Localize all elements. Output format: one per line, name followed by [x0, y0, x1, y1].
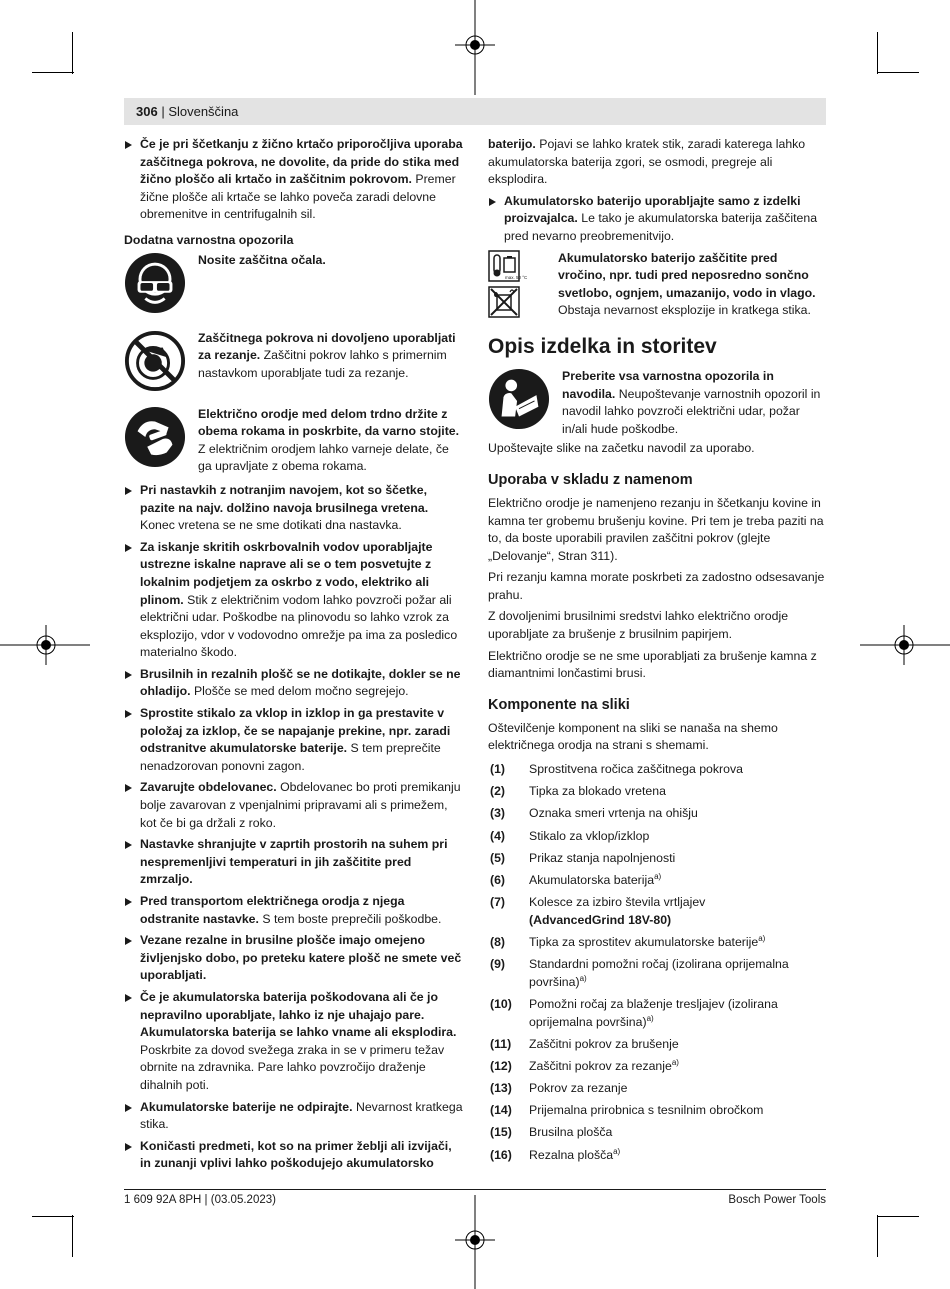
- list-item: Akumulatorske baterije ne odpirajte. Nevarnost kratkega stika.: [124, 1099, 464, 1134]
- read-instructions-row: [488, 368, 828, 438]
- registration-mark-left: [0, 625, 90, 665]
- component-text: [529, 1080, 828, 1098]
- battery-heat-warning-row: [488, 250, 828, 320]
- component-item: [488, 1124, 828, 1142]
- component-label: Brusilna plošča: [529, 1125, 613, 1140]
- battery-heat-icon: [488, 250, 528, 282]
- list-item: Sprostite stikalo za vklop in izklop in ga prestavite v položaj za izklop, če se napajanje prekine, npr. zaradi odstranitve akumulatorske baterije. S tem preprečite nenadzorovan ponovni zagon.: [124, 705, 464, 775]
- component-label: Zaščitni pokrov za rezanje: [529, 1058, 672, 1073]
- list-item: Koničasti predmeti, kot so na primer žeblji ali izvijači, in zunanji vplivi lahko poškodujejo akumulatorsko: [124, 1138, 464, 1173]
- component-text: [529, 805, 828, 823]
- component-number: (16): [490, 1147, 512, 1162]
- crop-mark: [877, 32, 878, 74]
- component-number: (3): [490, 806, 506, 821]
- crop-mark: [877, 1216, 919, 1217]
- component-number: (9): [490, 957, 506, 972]
- paragraph: Pri rezanju kamna morate poskrbeti za zadostno odsesavanje prahu.: [488, 570, 825, 602]
- continued-paragraph: baterijo. Pojavi se lahko kratek stik, zaradi katerega lahko akumulatorska baterija zgori, se osmodi, pregreje ali eksplodira.: [488, 137, 806, 187]
- page-language: Slovenščina: [168, 104, 239, 119]
- component-number: (4): [490, 828, 506, 843]
- component-label: Zaščitni pokrov za brušenje: [529, 1036, 679, 1051]
- page-number: 306: [136, 104, 158, 119]
- footer-document-id: 1 609 92A 8PH | (03.05.2023): [124, 1194, 276, 1206]
- component-item: [488, 934, 828, 952]
- component-item: [488, 1147, 828, 1165]
- component-item: [488, 872, 828, 890]
- header-separator: |: [157, 104, 169, 119]
- right-column: [488, 136, 828, 1169]
- component-text: [529, 1102, 828, 1120]
- safety-symbol-text: Zaščitnega pokrova ni dovoljeno uporabljati za rezanje. Zaščitni pokrov lahko s primernim nastavkom uporabljate tudi za rezanje.: [198, 330, 456, 380]
- list-item: Zavarujte obdelovanec. Obdelovanec bo proti premikanju bolje zavarovan z vpenjalnimi pripravami ali s primežem, kot če bi ga držali z roko.: [124, 779, 464, 832]
- section-title: Opis izdelka in storitev: [488, 334, 717, 358]
- component-item: [488, 1036, 828, 1054]
- safety-symbol-text: Električno orodje med delom trdno držite z obema rokama in poskrbite, da varno stojite. Z električnim orodjem lahko varneje delate, če ga upravljate z obema rokama.: [198, 406, 460, 474]
- component-item: [488, 850, 828, 868]
- components-list: [488, 761, 828, 1164]
- paragraph: Z dovoljenimi brusilnimi sredstvi lahko električno orodje uporabljate za brušenje z brusilnim papirjem.: [488, 609, 789, 642]
- list-item: Vezane rezalne in brusilne plošče imajo omejeno življenjsko dobo, po preteku katere plošč ne smete več uporabljati.: [124, 932, 464, 985]
- component-text: [529, 1124, 828, 1142]
- component-text: [529, 1036, 828, 1054]
- component-label: Rezalna plošča: [529, 1147, 614, 1162]
- paragraph: Električno orodje se ne sme uporabljati za brušenje kamna z diamantnimi lončastimi brusi.: [488, 648, 817, 681]
- footnote-marker: a): [758, 933, 766, 943]
- component-item: [488, 1058, 828, 1076]
- crop-mark: [32, 72, 74, 73]
- component-number: (10): [490, 996, 512, 1011]
- read-manual-icon: [488, 368, 550, 430]
- components-title: Komponente na sliki: [488, 696, 630, 713]
- component-text: [529, 783, 828, 801]
- component-item: [488, 894, 828, 929]
- left-column: [124, 136, 464, 1177]
- safety-symbol-row: [124, 330, 464, 400]
- component-label: Oznaka smeri vrtenja na ohišju: [529, 806, 698, 821]
- list-item: Nastavke shranjujte v zaprtih prostorih na suhem pri nespremenljivi temperaturi in jih zaščitite pred zmrzaljo.: [124, 836, 464, 889]
- page-header: [124, 98, 826, 125]
- page-header-text: [136, 103, 238, 121]
- component-model: (AdvancedGrind 18V-80): [529, 912, 672, 927]
- footnote-marker: a): [654, 871, 662, 881]
- component-item: [488, 783, 828, 801]
- component-number: (7): [490, 895, 506, 910]
- component-label: Tipka za sprostitev akumulatorske baterije: [529, 934, 759, 949]
- component-number: (2): [490, 784, 506, 799]
- list-item: Za iskanje skritih oskrbovalnih vodov uporabljajte ustrezne iskalne naprave ali se o tem posvetujte z lokalnim podjetjem za oskrbo z vodo, elektriko ali plinom. Stik z električnim vodom lahko povzroči požar ali električni udar. Poškodbe na plinovodu so lahko vzrok za eksplozijo, vdor v vodovodno omrežje pa ima za posledico materialno škodo.: [124, 539, 464, 662]
- heat-symbol-label: max. 50 °C: [505, 274, 528, 280]
- component-label: Standardni pomožni ročaj (izolirana oprijemalna površina): [529, 957, 789, 989]
- footnote-marker: a): [646, 1013, 654, 1023]
- list-item: Pred transportom električnega orodja z njega odstranite nastavke. S tem boste preprečili poškodbe.: [124, 893, 464, 928]
- component-item: [488, 828, 828, 846]
- crop-mark: [877, 1215, 878, 1257]
- crop-mark: [72, 1215, 73, 1257]
- list-item: Če je pri ščetkanju z žično krtačo priporočljiva uporaba zaščitnega pokrova, ne dovolite, da pride do stika med žično ploščo ali krtačo in zaščitnim pokrovom. Premer žične plošče ali krtače se lahko poveča zaradi delovne obremenitve in centrifugalnih sil.: [124, 136, 464, 224]
- component-label: Pomožni ročaj za blaženje tresljajev (izolirana oprijemalna površina): [529, 996, 778, 1029]
- battery-heat-warning-text: Akumulatorsko baterijo zaščitite pred vročino, npr. tudi pred neposredno sončno svetlobo, ognjem, umazanijo, vodo in vlago. Obstaja nevarnost eksplozije in kratkega stika.: [558, 250, 816, 318]
- component-number: (15): [490, 1125, 512, 1140]
- component-text: [529, 956, 828, 991]
- safety-symbol-row: [124, 252, 464, 324]
- component-number: (8): [490, 934, 506, 949]
- component-label: Pokrov za rezanje: [529, 1081, 628, 1096]
- component-label: Sprostitvena ročica zaščitnega pokrova: [529, 762, 743, 777]
- components-intro: Oštevilčenje komponent na sliki se nanaša na shemo električnega orodja na strani s shemami.: [488, 720, 778, 753]
- footnote-marker: a): [671, 1057, 679, 1067]
- paragraph: Električno orodje je namenjeno rezanju in ščetkanju kovine in kamna ter grobemu brušenju kovine. Pri tem je treba paziti na to, da boste uporabili pravilen zaščitni pokrov (glejte „Delovanje“, Stran 311).: [488, 495, 824, 563]
- component-label: Stikalo za vklop/izklop: [529, 828, 650, 843]
- registration-mark-bottom: [455, 1195, 495, 1289]
- component-text: [529, 1147, 828, 1165]
- list-item: Pri nastavkih z notranjim navojem, kot so ščetke, pazite na najv. dolžino navoja brusilnega vretena. Konec vretena se ne sme dotikati dna nastavka.: [124, 482, 464, 535]
- section-subheading: Dodatna varnostna opozorila: [124, 232, 294, 247]
- component-text: [529, 934, 828, 952]
- registration-mark-right: [860, 625, 950, 665]
- no-water-fire-icon: [488, 286, 520, 318]
- component-text: [529, 894, 828, 929]
- list-item: Akumulatorsko baterijo uporabljajte samo z izdelki proizvajalca. Le tako je akumulatorska baterija zaščitena pred nevarno preobremenitvijo.: [488, 193, 828, 246]
- component-item: [488, 761, 828, 779]
- footer-rule: [124, 1189, 826, 1190]
- component-item: [488, 1102, 828, 1120]
- component-item: [488, 996, 828, 1031]
- component-item: [488, 1080, 828, 1098]
- no-cutting-guard-icon: [124, 330, 186, 392]
- component-label: Tipka za blokado vretena: [529, 784, 666, 799]
- footer-brand: Bosch Power Tools: [728, 1194, 826, 1206]
- note-figures: Upoštevajte slike na začetku navodil za uporabo.: [488, 441, 755, 456]
- crop-mark: [72, 32, 73, 74]
- component-number: (14): [490, 1103, 512, 1118]
- safety-symbol-text: Nosite zaščitna očala.: [198, 252, 326, 267]
- component-number: (13): [490, 1081, 512, 1096]
- crop-mark: [877, 72, 919, 73]
- list-item: Če je akumulatorska baterija poškodovana ali če jo nepravilno uporabljate, lahko iz nje uhajajo pare. Akumulatorska baterija se lahko vname ali eksplodira. Poskrbite za dovod svežega zraka in se v primeru težav obrnite na zdravnika. Pare lahko povzročijo draženje dihalnih poti.: [124, 989, 464, 1095]
- list-item: Brusilnih in rezalnih plošč se ne dotikajte, dokler se ne ohladijo. Plošče se med delom močno segrejejo.: [124, 666, 464, 701]
- component-text: [529, 1058, 828, 1076]
- crop-mark: [32, 1216, 74, 1217]
- component-number: (1): [490, 762, 506, 777]
- component-text: [529, 828, 828, 846]
- read-instructions-text: Preberite vsa varnostna opozorila in navodila. Neupoštevanje varnostnih opozoril in navodil lahko povzroči električni udar, požar in/ali hude poškodbe.: [562, 368, 821, 436]
- component-text: [529, 872, 828, 890]
- component-label: Akumulatorska baterija: [529, 872, 655, 887]
- component-number: (5): [490, 850, 506, 865]
- component-number: (12): [490, 1058, 512, 1073]
- component-number: (11): [490, 1036, 512, 1051]
- intended-use-title: Uporaba v skladu z namenom: [488, 471, 693, 488]
- battery-symbols: [488, 250, 546, 320]
- safety-glasses-icon: [124, 252, 186, 314]
- safety-symbol-row: [124, 406, 464, 476]
- footnote-marker: a): [579, 973, 587, 983]
- component-label: Prikaz stanja napolnjenosti: [529, 850, 676, 865]
- component-label: Prijemalna prirobnica s tesnilnim obročkom: [529, 1103, 764, 1118]
- component-text: [529, 850, 828, 868]
- two-hands-grip-icon: [124, 406, 186, 468]
- registration-mark-top: [455, 0, 495, 95]
- component-label: Kolesce za izbiro števila vrtljajev: [529, 895, 706, 910]
- component-item: [488, 956, 828, 991]
- component-text: [529, 996, 828, 1031]
- footnote-marker: a): [613, 1146, 621, 1156]
- component-text: [529, 761, 828, 779]
- component-item: [488, 805, 828, 823]
- component-number: (6): [490, 872, 506, 887]
